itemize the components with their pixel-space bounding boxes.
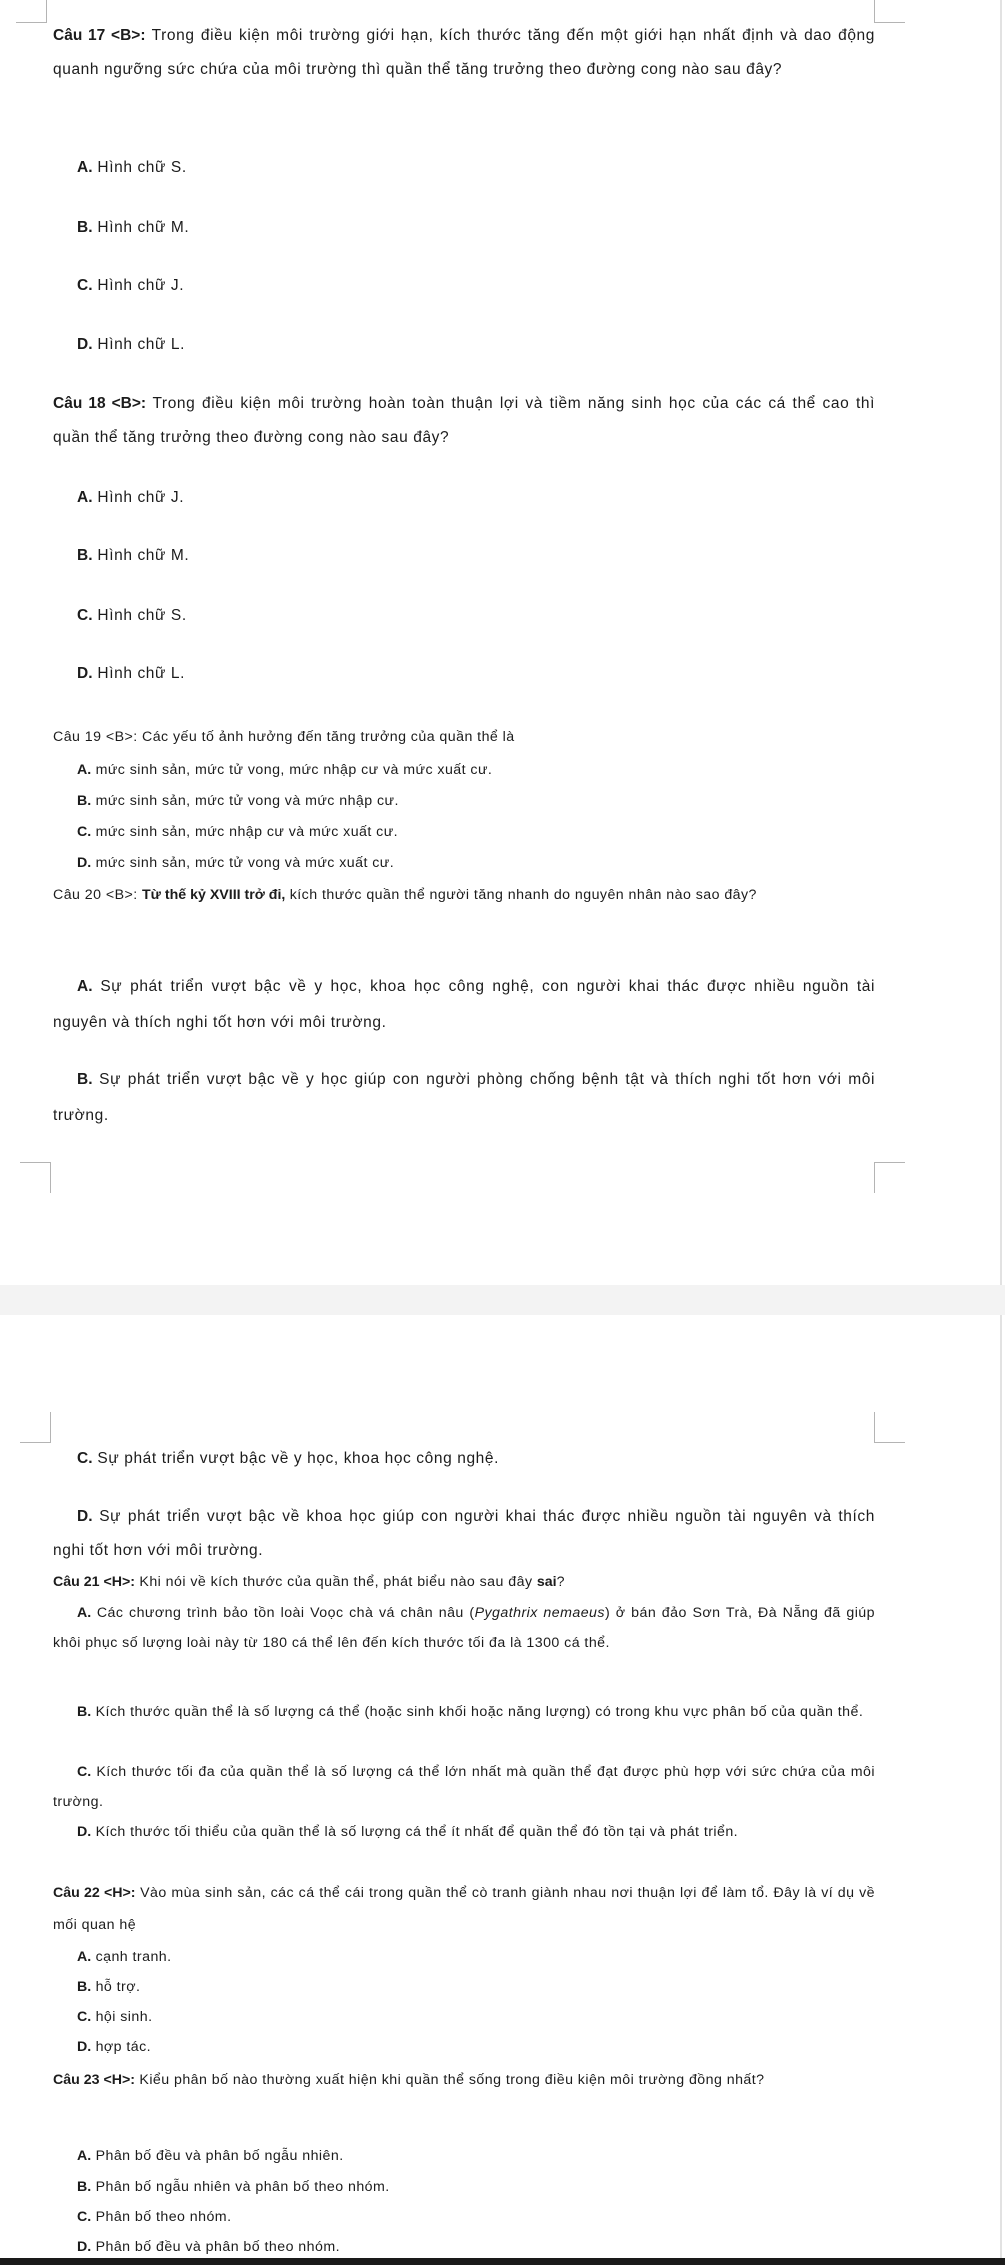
q20-option-b <box>53 1062 875 1134</box>
margin-mark-bottom-right <box>874 1162 905 1193</box>
option-text: Các chương trình bảo tồn loài Voọc chà vá chân nâu ( <box>91 1605 475 1621</box>
question-20 <box>53 879 875 911</box>
q21-option-d <box>53 1817 875 1847</box>
option-text: Phân bố ngẫu nhiên và phân bố theo nhóm. <box>91 2179 390 2195</box>
option-text: Hình chữ S. <box>92 607 187 624</box>
q19-option-b <box>77 784 899 818</box>
q20-option-d <box>53 1500 875 1568</box>
option-label: B. <box>77 793 92 809</box>
q21-option-c <box>53 1757 875 1817</box>
option-text: Kích thước quần thể là số lượng cá thể (hoặc sinh khối hoặc năng lượng) có trong khu vực phân bố của quần thể. <box>91 1704 864 1720</box>
question-18-label: Câu 18 <B>: <box>53 395 147 412</box>
option-text: Hình chữ J. <box>92 489 185 506</box>
option-label: A. <box>77 489 93 506</box>
q18-option-c <box>77 599 899 633</box>
question-20-bold: Từ thế kỷ XVIII trở đi, <box>142 887 286 903</box>
option-label: D. <box>77 855 92 871</box>
option-label: D. <box>77 336 93 353</box>
option-text: Hình chữ S. <box>92 159 187 176</box>
option-label: D. <box>77 2239 92 2255</box>
scrollbar-track <box>1000 0 1002 1285</box>
margin-mark-bottom-left <box>20 1162 51 1193</box>
option-label: D. <box>77 1824 92 1840</box>
option-label: D. <box>77 1508 93 1525</box>
margin-mark-top-right <box>874 0 905 23</box>
option-label: C. <box>77 1764 92 1780</box>
question-22-label: Câu 22 <H>: <box>53 1885 136 1901</box>
question-18-text: Trong điều kiện môi trường hoàn toàn thuận lợi và tiềm năng sinh học của các cá thể cao thì quần thể tăng trưởng theo đường cong nào sau đây? <box>53 395 875 446</box>
question-21-end: ? <box>556 1574 565 1590</box>
q23-option-c <box>77 2202 899 2232</box>
option-label: B. <box>77 547 93 564</box>
q17-option-a <box>77 151 899 185</box>
q17-option-d <box>77 328 899 362</box>
q20-option-a <box>53 969 875 1041</box>
option-label: A. <box>77 978 93 995</box>
option-text: Phân bố theo nhóm. <box>91 2209 232 2225</box>
option-text-end: ) ở bán đảo Sơn Trà, Đà Nẵng đã giúp khôi phục số lượng loài này từ 180 cá thể lên đến kích thước tối đa là 1300 cá thể. <box>53 1605 875 1651</box>
margin-mark-page2-top-left <box>20 1412 51 1443</box>
option-text: Hình chữ M. <box>92 547 190 564</box>
question-21-text: Khi nói về kích thước của quần thể, phát biểu nào sau đây <box>135 1574 537 1590</box>
option-text: Sự phát triển vượt bậc về y học giúp con người phòng chống bệnh tật và thích nghi tốt hơn với môi trường. <box>53 1071 875 1124</box>
species-name: Pygathrix nemaeus <box>474 1605 605 1621</box>
q22-option-b <box>77 1972 899 2002</box>
margin-mark-page2-top-right <box>874 1412 905 1443</box>
option-label: C. <box>77 607 93 624</box>
question-20-text: kích thước quần thể người tăng nhanh do nguyên nhân nào sao đây? <box>285 887 757 903</box>
option-label: C. <box>77 2009 92 2025</box>
question-23-label: Câu 23 <H>: <box>53 2072 136 2088</box>
option-text: hỗ trợ. <box>91 1979 141 1995</box>
option-label: D. <box>77 2039 92 2055</box>
option-text: mức sinh sản, mức tử vong, mức nhập cư và mức xuất cư. <box>91 762 493 778</box>
q19-option-c <box>77 815 899 849</box>
option-label: A. <box>77 1949 92 1965</box>
page-gap <box>0 1285 1005 1315</box>
question-21-emphasis: sai <box>536 1574 557 1590</box>
question-23 <box>53 2064 875 2096</box>
scrollbar-track-2 <box>1000 1315 1002 2265</box>
q17-option-c <box>77 269 899 303</box>
option-text: Kích thước tối đa của quần thể là số lượng cá thể lớn nhất mà quần thể đạt được phù hợp với sức chứa của môi trường. <box>53 1764 875 1810</box>
option-text: Hình chữ M. <box>92 219 190 236</box>
option-label: C. <box>77 824 92 840</box>
q22-option-a <box>77 1942 899 1972</box>
question-18 <box>53 387 875 455</box>
q17-option-b <box>77 211 899 245</box>
q18-option-b <box>77 539 899 573</box>
q18-option-a <box>77 481 899 515</box>
option-label: B. <box>77 1704 92 1720</box>
question-21-label: Câu 21 <H>: <box>53 1574 136 1590</box>
option-text: Kích thước tối thiểu của quần thể là số lượng cá thể ít nhất để quần thể đó tồn tại và phát triển. <box>91 1824 739 1840</box>
question-17 <box>53 19 875 87</box>
q21-option-b <box>53 1697 875 1727</box>
option-label: A. <box>77 2148 92 2164</box>
q23-option-a <box>77 2141 899 2171</box>
option-text: mức sinh sản, mức nhập cư và mức xuất cư. <box>91 824 399 840</box>
q21-option-a <box>53 1598 875 1658</box>
option-text: mức sinh sản, mức tử vong và mức xuất cư. <box>91 855 395 871</box>
option-text: hợp tác. <box>91 2039 152 2055</box>
option-text: hội sinh. <box>91 2009 153 2025</box>
bottom-bar <box>0 2258 1005 2265</box>
question-19: Câu 19 <B>: Các yếu tố ảnh hưởng đến tăng trưởng của quần thể là <box>53 729 515 745</box>
margin-mark-top-left <box>16 0 47 23</box>
q20-option-c <box>77 1442 899 1476</box>
q19-option-d <box>77 846 899 880</box>
question-22 <box>53 1877 875 1941</box>
option-text: cạnh tranh. <box>91 1949 172 1965</box>
option-label: D. <box>77 665 93 682</box>
q18-option-d <box>77 657 899 691</box>
question-23-text: Kiểu phân bố nào thường xuất hiện khi quần thể sống trong điều kiện môi trường đồng nhất? <box>135 2072 765 2088</box>
option-label: C. <box>77 1450 93 1467</box>
option-text: mức sinh sản, mức tử vong và mức nhập cư. <box>91 793 399 809</box>
option-text: Hình chữ L. <box>92 665 186 682</box>
option-text: Sự phát triển vượt bậc về y học, khoa học công nghệ, con người khai thác được nhiều nguồn tài nguyên và thích nghi tốt hơn với môi trường. <box>53 978 875 1031</box>
option-label: A. <box>77 762 92 778</box>
question-21 <box>53 1565 875 1599</box>
q22-option-c <box>77 2002 899 2032</box>
option-label: B. <box>77 219 93 236</box>
option-text: Phân bố đều và phân bố ngẫu nhiên. <box>91 2148 344 2164</box>
option-label: C. <box>77 2209 92 2225</box>
option-text: Sự phát triển vượt bậc về khoa học giúp con người khai thác được nhiều nguồn tài nguyên và thích nghi tốt hơn với môi trường. <box>53 1508 875 1559</box>
option-label: C. <box>77 277 93 294</box>
q22-option-d <box>77 2032 899 2062</box>
option-label: B. <box>77 2179 92 2195</box>
option-text: Phân bố đều và phân bố theo nhóm. <box>91 2239 340 2255</box>
q23-option-b <box>77 2172 899 2202</box>
option-text: Hình chữ L. <box>92 336 186 353</box>
option-label: B. <box>77 1979 92 1995</box>
q19-option-a <box>77 753 899 787</box>
question-17-label: Câu 17 <B>: <box>53 27 146 44</box>
option-label: B. <box>77 1071 93 1088</box>
option-text: Sự phát triển vượt bậc về y học, khoa học công nghệ. <box>92 1450 500 1467</box>
option-label: A. <box>77 159 93 176</box>
option-text: Hình chữ J. <box>92 277 185 294</box>
option-label: A. <box>77 1605 92 1621</box>
question-17-text: Trong điều kiện môi trường giới hạn, kích thước tăng đến một giới hạn nhất định và dao động quanh ngưỡng sức chứa của môi trường thì quần thể tăng trưởng theo đường cong nào sau đây? <box>53 27 875 78</box>
question-20-label: Câu 20 <B>: <box>53 887 143 903</box>
question-22-text: Vào mùa sinh sản, các cá thể cái trong quần thể cò tranh giành nhau nơi thuận lợi để làm tổ. Đây là ví dụ về mối quan hệ <box>53 1885 875 1933</box>
